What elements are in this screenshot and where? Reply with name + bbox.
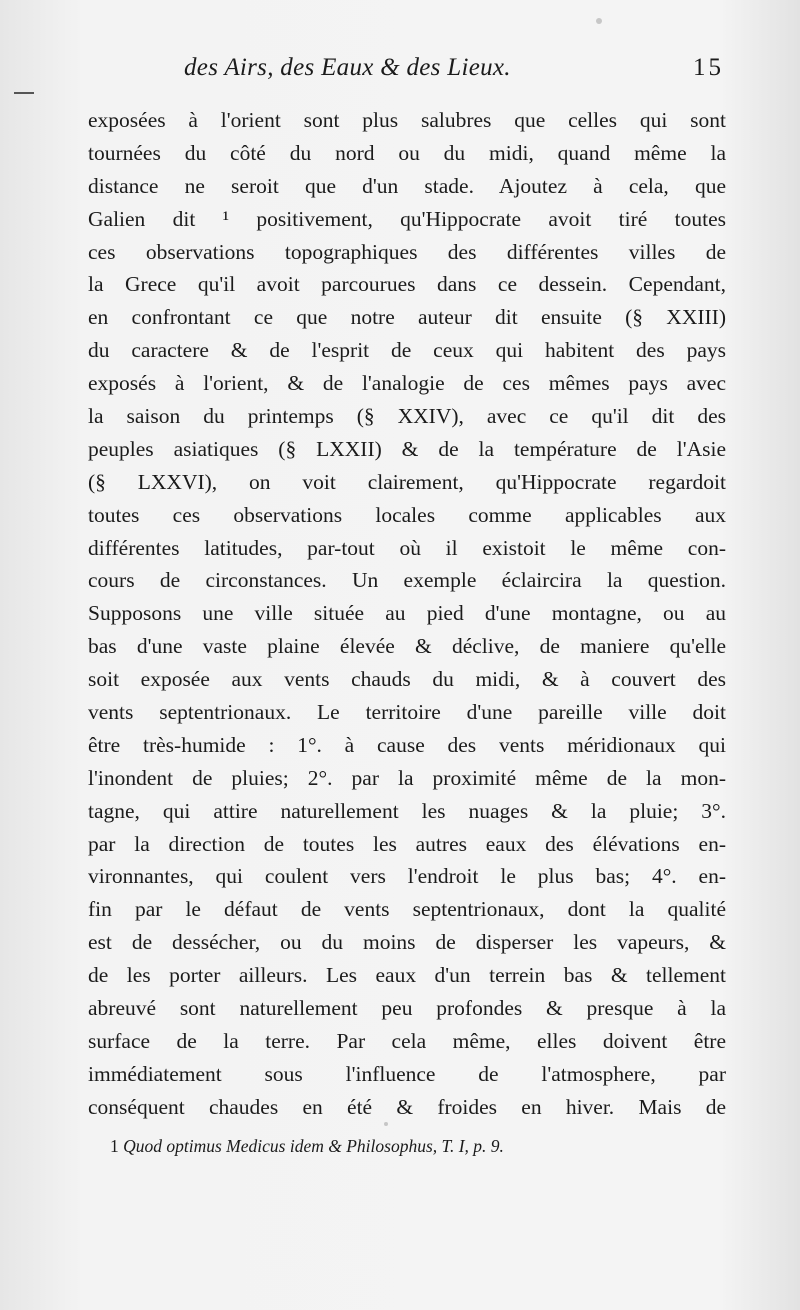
running-title: des Airs, des Eaux & des Lieux. xyxy=(184,54,511,81)
ink-smudge xyxy=(596,18,602,24)
text-line: ces observations topographiques des différentes villes de xyxy=(88,239,726,264)
text-line: l'inondent de pluies; 2°. par la proximité même de la mon- xyxy=(88,765,726,790)
text-line: tagne, qui attire naturellement les nuages & la pluie; 3°. xyxy=(88,798,726,823)
page-edge-mark xyxy=(14,92,34,94)
text-line: en confrontant ce que notre auteur dit ensuite (§ XXIII) xyxy=(88,305,726,330)
text-line: surface de la terre. Par cela même, elles doivent être xyxy=(88,1028,726,1053)
text-line: exposées à l'orient sont plus salubres que celles qui sont xyxy=(88,108,726,132)
text-line: vironnantes, qui coulent vers l'endroit le plus bas; 4°. en- xyxy=(88,864,726,889)
footnote xyxy=(110,1136,504,1157)
page-number: 15 xyxy=(693,54,724,81)
text-line: toutes ces observations locales comme applicables aux xyxy=(88,502,726,527)
text-line: est de dessécher, ou du moins de disperser les vapeurs, & xyxy=(88,930,726,955)
text-line: de les porter ailleurs. Les eaux d'un terrein bas & tellement xyxy=(88,963,726,988)
footnote-text: Quod optimus Medicus idem & Philosophus, T. I, p. 9. xyxy=(123,1136,504,1156)
ink-smudge xyxy=(384,1122,388,1126)
text-line: fin par le défaut de vents septentrionaux, dont la qualité xyxy=(88,897,726,922)
text-line: peuples asiatiques (§ LXXII) & de la température de l'Asie xyxy=(88,436,726,461)
text-line: différentes latitudes, par-tout où il existoit le même con- xyxy=(88,535,726,560)
text-line: immédiatement sous l'influence de l'atmosphere, par xyxy=(88,1061,726,1086)
text-line: (§ LXXVI), on voit clairement, qu'Hippocrate regardoit xyxy=(88,469,726,494)
text-line: abreuvé sont naturellement peu profondes & presque à la xyxy=(88,996,726,1021)
text-line: exposés à l'orient, & de l'analogie de ces mêmes pays avec xyxy=(88,371,726,396)
text-line: distance ne seroit que d'un stade. Ajoutez à cela, que xyxy=(88,173,726,198)
text-line: du caractere & de l'esprit de ceux qui habitent des pays xyxy=(88,338,726,363)
text-line: tournées du côté du nord ou du midi, quand même la xyxy=(88,140,726,165)
body-text xyxy=(88,104,726,1124)
text-line: vents septentrionaux. Le territoire d'une pareille ville doit xyxy=(88,700,726,725)
text-line: être très-humide : 1°. à cause des vents méridionaux qui xyxy=(88,732,726,757)
text-line: cours de circonstances. Un exemple éclaircira la question. xyxy=(88,568,726,593)
text-line: Galien dit ¹ positivement, qu'Hippocrate avoit tiré toutes xyxy=(88,206,726,231)
running-header xyxy=(88,54,728,98)
text-line: la saison du printemps (§ XXIV), avec ce qu'il dit des xyxy=(88,404,726,429)
text-line: par la direction de toutes les autres eaux des élévations en- xyxy=(88,831,726,856)
text-line: bas d'une vaste plaine élevée & déclive, de maniere qu'elle xyxy=(88,634,726,659)
text-line: la Grece qu'il avoit parcourues dans ce dessein. Cependant, xyxy=(88,272,726,297)
footnote-number: 1 xyxy=(110,1136,119,1156)
text-line: conséquent chaudes en été & froides en hiver. Mais de xyxy=(88,1094,726,1119)
text-line: soit exposée aux vents chauds du midi, & à couvert des xyxy=(88,667,726,692)
text-line: Supposons une ville située au pied d'une montagne, ou au xyxy=(88,601,726,626)
